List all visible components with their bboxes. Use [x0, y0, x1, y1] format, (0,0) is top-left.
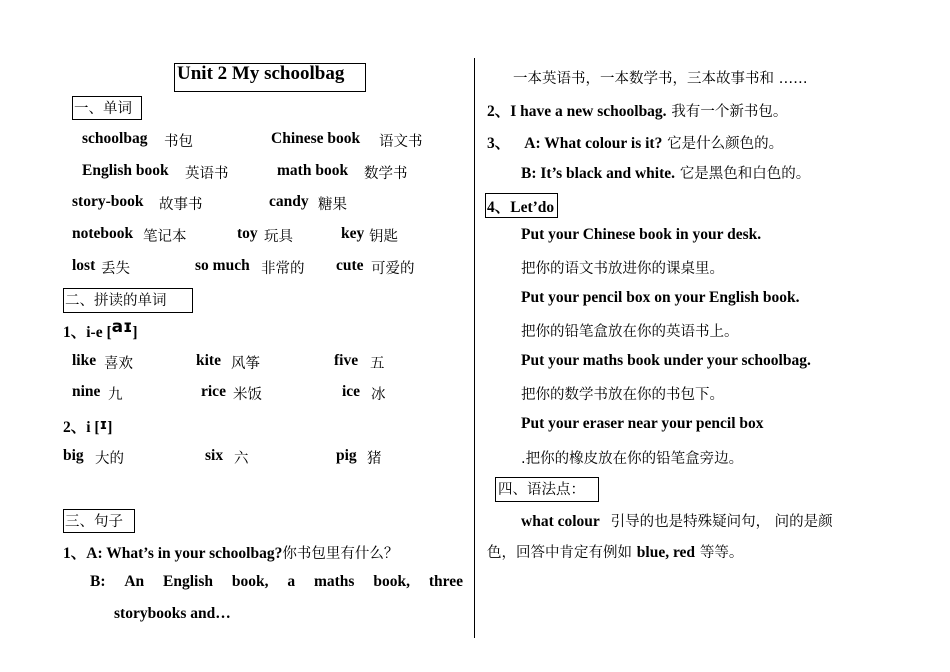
- vocab-word: toy: [237, 225, 258, 242]
- sentence-1-answer-cont: storybooks and…: [114, 605, 231, 622]
- phonics-word: pig: [336, 447, 357, 464]
- phonics-word: kite: [196, 352, 221, 369]
- vocab-meaning: 玩具: [264, 229, 293, 245]
- column-divider: [474, 58, 475, 638]
- instruction-zh: 把你的语文书放进你的课桌里。: [521, 261, 724, 277]
- section-heading-vocab: 一、单词: [74, 101, 132, 117]
- vocab-meaning: 丢失: [101, 261, 130, 277]
- section-heading-letsdo: 4、Let’do: [487, 199, 555, 216]
- instruction-en: Put your Chinese book in your desk.: [521, 226, 762, 243]
- grammar-line-1: what colour 引导的也是特殊疑问句， 问的是颜: [521, 513, 833, 530]
- vocab-word: so much: [195, 257, 250, 274]
- vocab-meaning: 语文书: [379, 134, 423, 150]
- instruction-zh: .把你的橡皮放在你的铅笔盒旁边。: [521, 451, 744, 467]
- phonics-meaning: 九: [108, 387, 123, 403]
- vocab-word: math book: [277, 162, 349, 179]
- section-heading-grammar: 四、语法点：: [498, 482, 585, 498]
- section-heading-sentences: 三、句子: [65, 514, 123, 530]
- phonics-word: like: [72, 352, 97, 369]
- vocab-word: candy: [269, 193, 309, 210]
- vocab-meaning: 数学书: [364, 166, 408, 182]
- vocab-word: cute: [336, 257, 364, 274]
- vocab-meaning: 书包: [164, 134, 193, 150]
- vocab-word: schoolbag: [82, 130, 148, 147]
- page-title: Unit 2 My schoolbag: [177, 63, 345, 84]
- vocab-meaning: 笔记本: [143, 229, 187, 245]
- phonics-word: five: [334, 352, 359, 369]
- instruction-en: Put your eraser near your pencil box: [521, 415, 764, 432]
- vocab-word: key: [341, 225, 365, 242]
- vocab-meaning: 钥匙: [369, 229, 398, 245]
- phonics-rule-label: 2、i [ɪ]: [63, 417, 113, 436]
- phonics-word: ice: [342, 383, 361, 400]
- phonics-word: nine: [72, 383, 101, 400]
- instruction-en: Put your pencil box on your English book.: [521, 289, 800, 306]
- ipa-symbol: ɪ: [99, 417, 108, 433]
- phonics-meaning: 大的: [95, 451, 124, 467]
- vocab-meaning: 故事书: [159, 197, 203, 213]
- vocab-word: notebook: [72, 225, 134, 242]
- phonics-meaning: 六: [234, 451, 249, 467]
- phonics-word: rice: [201, 383, 226, 400]
- phonics-word: big: [63, 447, 84, 464]
- instruction-zh: 把你的铅笔盒放在你的英语书上。: [521, 324, 739, 340]
- phonics-word: six: [205, 447, 224, 464]
- sentence-3: 3、 A: What colour is it? 它是什么颜色的。: [487, 135, 784, 152]
- phonics-rule-label: 1、i-e [aɪ]: [63, 317, 138, 341]
- grammar-line-2: 色，回答中肯定有例如 blue, red 等等。: [487, 544, 744, 561]
- phonics-meaning: 风筝: [231, 356, 260, 372]
- section-heading-phonics: 二、拼读的单词: [65, 293, 167, 309]
- ipa-symbol: aɪ: [111, 317, 133, 337]
- instruction-en: Put your maths book under your schoolbag.: [521, 352, 811, 369]
- sentence-3-answer: B: It’s black and white. 它是黑色和白色的。: [521, 165, 811, 182]
- vocab-word: lost: [72, 257, 96, 274]
- vocab-meaning: 糖果: [318, 197, 347, 213]
- phonics-meaning: 冰: [371, 387, 386, 403]
- vocab-meaning: 可爱的: [371, 261, 415, 277]
- phonics-meaning: 喜欢: [104, 356, 133, 372]
- vocab-meaning: 非常的: [261, 261, 305, 277]
- vocab-word: English book: [82, 162, 169, 179]
- vocab-word: Chinese book: [271, 130, 361, 147]
- phonics-meaning: 猪: [367, 451, 382, 467]
- vocab-meaning: 英语书: [185, 166, 229, 182]
- sentence-1-answer: B: An English book, a maths book, three: [90, 573, 463, 590]
- sentence-2: 2、I have a new schoolbag. 我有一个新书包。: [487, 103, 788, 120]
- sentence-1: 1、A: What’s in your schoolbag?你书包里有什么？: [63, 545, 399, 562]
- sentence-1-translation: 一本英语书，一本数学书，三本故事书和 ……: [513, 71, 808, 87]
- phonics-meaning: 五: [370, 356, 385, 372]
- vocab-word: story-book: [72, 193, 144, 210]
- phonics-meaning: 米饭: [233, 387, 262, 403]
- instruction-zh: 把你的数学书放在你的书包下。: [521, 387, 724, 403]
